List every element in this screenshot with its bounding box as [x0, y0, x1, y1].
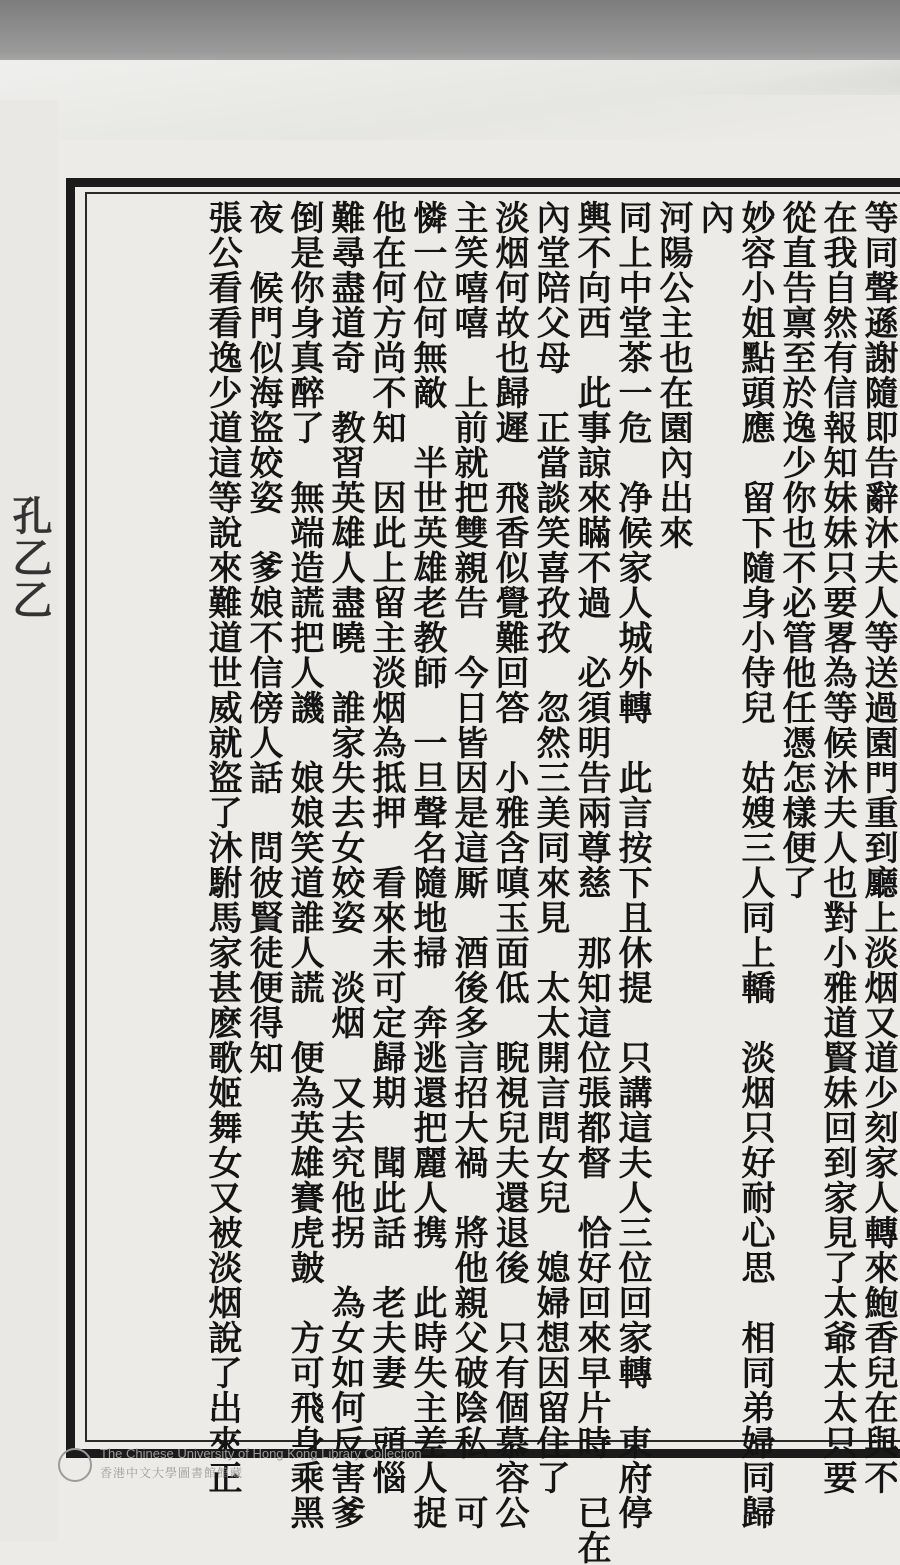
text-column: 夜 候門似海盜姣姿 爹娘不信傍人話 問彼賢徒便得知 — [243, 200, 283, 1075]
adjacent-page-margin — [0, 100, 58, 1542]
library-watermark — [58, 1446, 518, 1486]
text-column: 淡烟何故也歸遲 飛香似覺難回答 小雅含嗔玉面低 睨視兒夫還退後 只有個慕容公 — [489, 200, 529, 1530]
text-column: 同上中堂茶一危 净候家人城外轉 此言按下且休提 只講這夫人三位回家轉 東府停 — [612, 200, 652, 1530]
text-column: 他在何方尚不知 因此上留主淡烟為抵押 看來未可定歸期 聞此話 老夫妻 頭惱 — [366, 200, 406, 1495]
text-column: 張公看看逸少道這等說來難道世威就盜了沐駙馬家甚麽歌姬舞女又被淡烟說了出來正 — [202, 200, 242, 1495]
text-column: 內 — [694, 200, 734, 235]
text-column: 主笑嘻嘻 上前就把雙親告 今日皆因是這厮 酒後多言招大禍 將他親父破陰私 可 — [448, 200, 488, 1530]
watermark-english: The Chinese University of Hong Kong Library Collection — [100, 1446, 422, 1461]
text-column: 輿不向西 此事諒來瞞不過 必須明告兩尊慈 那知這位張都督 恰好回來早片時 已在 — [571, 200, 611, 1565]
text-column: 妙容小姐點頭應 留下隨身小侍兒 姑嫂三人同上轎 淡烟只好耐心思 相同弟婦同歸 — [735, 200, 775, 1530]
text-column: 從直告禀至於逸少你也不必管他任憑怎樣便了 — [776, 200, 816, 900]
text-column: 憐一位何無敵 半世英雄老教師 一旦聲名隨地掃 奔逃還把麗人携 此時失主差人捉 — [407, 200, 447, 1530]
cuhk-seal-icon — [58, 1448, 92, 1482]
watermark-chinese: 香港中文大學圖書館館藏 — [100, 1466, 244, 1480]
text-column: 內堂陪父母 正當談笑喜孜孜 忽然三美同來見 太太開言問女兒 媳婦想因留住了 — [530, 200, 570, 1495]
text-column: 難尋盡道奇 教習英雄人盡曉 誰家失去女姣姿 淡烟 又去究他拐 為女如何反害爹 — [325, 200, 365, 1530]
page-fold — [0, 60, 900, 140]
text-column: 河陽公主也在園內出來 — [653, 200, 693, 550]
text-column: 在我自然有信報知妹妹只要畧為等候沐夫人也對小雅道賢妹回到家見了太爺太太只要 — [817, 200, 857, 1495]
text-column: 倒是你身真醉了 無端造謊把人譏 娘娘笑道誰人謊 便為英雄賽虎皷 方可飛身乘黑 — [284, 200, 324, 1530]
text-column: 等同聲遜謝隨即告辭沐夫人等送過園門重到廳上淡烟又道少刻家人轉來鮑香兒在與不 — [858, 200, 898, 1495]
margin-glyphs: 孔乙乙 — [6, 495, 53, 621]
